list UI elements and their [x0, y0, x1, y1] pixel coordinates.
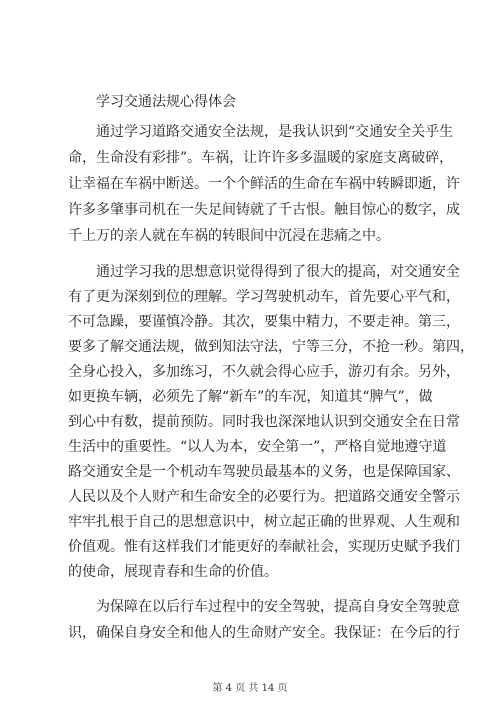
- paragraph-line: 识，确保自身安全和他人的生命财产安全。我保证：在今后的行: [68, 625, 460, 641]
- paragraph-line: 的使命，展现青春和生命的价值。: [68, 564, 278, 580]
- paragraph-line: 有了更为深刻到位的理解。学习驾驶机动车，首先要心平气和，: [68, 289, 460, 305]
- document-title: 学习交通法规心得体会: [96, 94, 236, 110]
- paragraph-line: 为保障在以后行车过程中的安全驾驶，提高自身安全驾驶意: [96, 599, 460, 615]
- paragraph-line: 路交通安全是一个机动车驾驶员最基本的义务，也是保障国家、: [68, 464, 460, 480]
- paragraph-line: 不可急躁，要谨慎冷静。其次，要集中精力，不要走神。第三，: [68, 314, 460, 330]
- paragraph-line: 到心中有数，提前预防。同时我也深深地认识到交通安全在日常: [68, 414, 460, 430]
- paragraph-line: 牢牢扎根于自己的思想意识中，树立起正确的世界观、人生观和: [68, 514, 460, 530]
- paragraph-line: 许多多肇事司机在一失足间铸就了千古恨。触目惊心的数字，成: [68, 202, 460, 218]
- page-number: 第 4 页 共 14 页: [212, 683, 288, 694]
- paragraph-line: 要多了解交通法规，做到知法守法，宁等三分，不抢一秒。第四，: [68, 339, 474, 355]
- paragraph-line: 命，生命没有彩排”。车祸，让许许多多温暖的家庭支离破碎，: [68, 150, 454, 166]
- paragraph-line: 全身心投入，多加练习，不久就会得心应手，游刃有余。另外，: [68, 364, 460, 380]
- paragraph-line: 通过学习我的思想意识觉得得到了很大的提高，对交通安全: [96, 264, 460, 280]
- paragraph-line: 生活中的重要性。“以人为本，安全第一”，严格自觉地遵守道: [68, 439, 447, 455]
- paragraph-line: 通过学习道路交通安全法规，是我认识到“交通安全关乎生: [96, 124, 454, 140]
- paragraph-line: 千上万的亲人就在车祸的转眼间中沉浸在悲痛之中。: [68, 228, 390, 244]
- paragraph-line: 价值观。惟有这样我们才能更好的奉献社会，实现历史赋予我们: [68, 539, 460, 555]
- paragraph-line: 让幸福在车祸中断送。一个个鲜活的生命在车祸中转瞬即逝，许: [68, 176, 460, 192]
- paragraph-line: 人民以及个人财产和生命安全的必要行为。把道路交通安全警示: [68, 489, 460, 505]
- paragraph-line: 如更换车辆，必须先了解“新车”的车况，知道其“脾气”，做: [68, 389, 433, 405]
